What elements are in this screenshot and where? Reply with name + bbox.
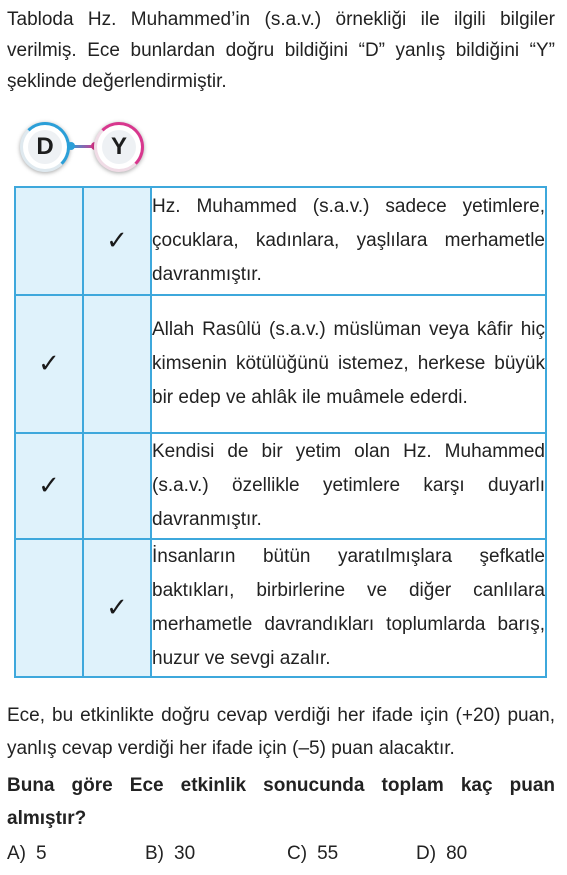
y-cell: ✓ [83, 539, 151, 677]
choice-b[interactable] [145, 843, 195, 865]
intro-paragraph: Tabloda Hz. Muhammed’in (s.a.v.) örnekliği ile ilgili bilgiler verilmiş. Ece bunlardan doğru bildiğini “D” yanlış bildiğini “Y” şeklinde değerlendirmiştir. [7, 9, 555, 92]
choice-c[interactable] [287, 843, 338, 865]
y-badge-label: Y [102, 130, 136, 164]
scoring-paragraph: Ece, bu etkinlikte doğru cevap verdiği her ifade için (+20) puan, yanlış cevap verdiği her ifade için (–5) puan alacaktır. [7, 705, 555, 759]
y-cell [83, 433, 151, 539]
question-text: Buna göre Ece etkinlik sonucunda toplam kaç puan almıştır? [7, 775, 555, 829]
y-badge [94, 122, 144, 172]
choice-value: 55 [317, 843, 339, 864]
choice-label: B) [145, 843, 164, 864]
choice-value: 30 [174, 843, 196, 864]
statement-text: Kendisi de bir yetim olan Hz. Muhammed (s.a.v.) özellikle yetimlere karşı duyarlı davranmıştır. [151, 433, 546, 539]
table-row [15, 539, 546, 677]
choice-label: D) [416, 843, 437, 864]
choice-d[interactable] [416, 843, 467, 865]
statement-text: Hz. Muhammed (s.a.v.) sadece yetimlere, çocuklara, kadınlara, yaşlılara merhametle davranmıştır. [151, 187, 546, 295]
d-cell [15, 539, 83, 677]
choice-value: 80 [446, 843, 468, 864]
answer-choices [7, 843, 557, 873]
choice-value: 5 [36, 843, 47, 864]
d-badge [20, 122, 70, 172]
table-row [15, 187, 546, 295]
choice-label: C) [287, 843, 308, 864]
statement-text: Allah Rasûlü (s.a.v.) müslüman veya kâfir hiç kimsenin kötülüğünü istemez, herkese büyük bir edep ve ahlâk ile muâmele ederdi. [151, 295, 546, 433]
statement-text: İnsanların bütün yaratılmışlara şefkatle baktıkları, birbirlerine ve diğer canlılara merhametle davrandıkları toplumlarda barış, huzur ve sevgi azalır. [151, 539, 546, 677]
d-cell [15, 187, 83, 295]
y-cell: ✓ [83, 187, 151, 295]
dy-legend [18, 122, 168, 174]
choice-label: A) [7, 843, 26, 864]
table-row [15, 433, 546, 539]
statements-table [14, 186, 547, 678]
choice-a[interactable] [7, 843, 47, 865]
legend-connector [70, 145, 96, 148]
d-cell: ✓ [15, 295, 83, 433]
d-cell: ✓ [15, 433, 83, 539]
d-badge-label: D [28, 130, 62, 164]
y-cell [83, 295, 151, 433]
table-row [15, 295, 546, 433]
